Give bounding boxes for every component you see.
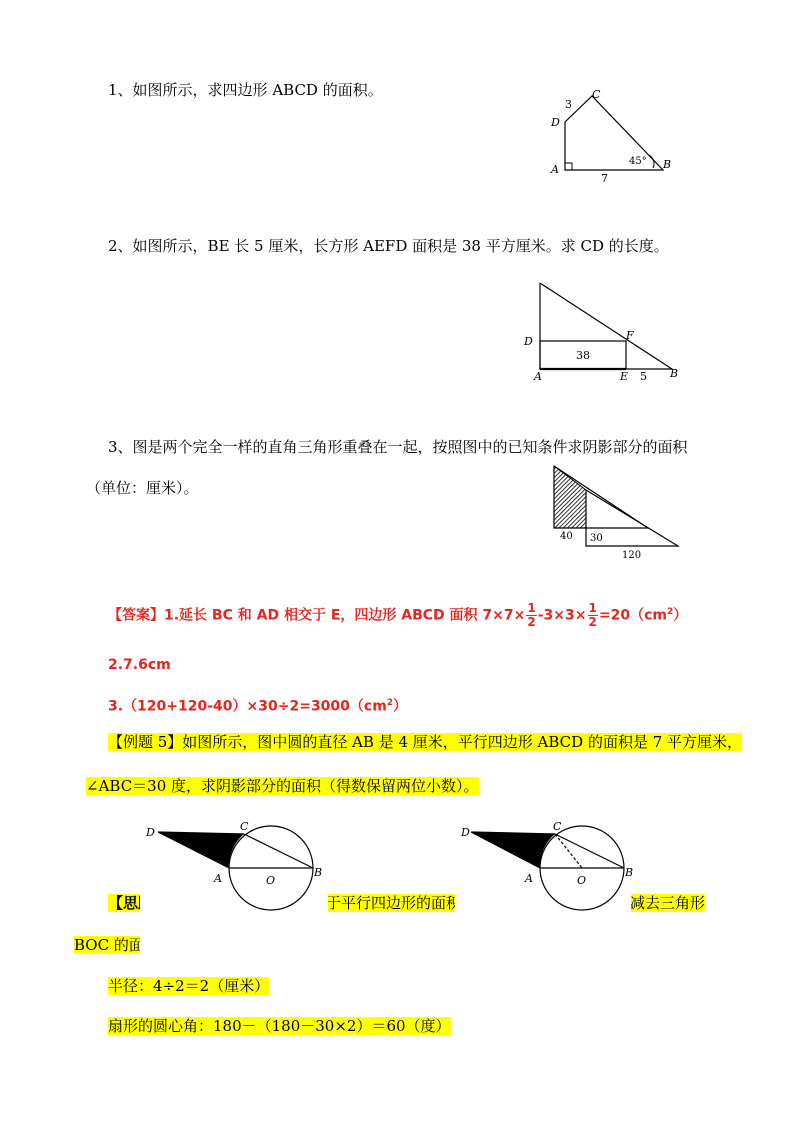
- label-3: 3: [565, 98, 572, 111]
- analysis-label-text: 【思路: [108, 894, 154, 912]
- analysis-line-2-text: BOC 的面积。: [74, 936, 174, 954]
- sector-angle-calculation-text: 扇形的圆心角：180－（180－30×2）＝60（度）: [108, 1017, 451, 1035]
- label-a: A: [534, 370, 542, 383]
- analysis-right-text: 减去三角形: [630, 894, 706, 912]
- fraction-half-1: [526, 602, 536, 629]
- label-o: O: [577, 874, 587, 887]
- label-c: C: [592, 88, 601, 101]
- question-3-line-2: （单位：厘米）。: [86, 479, 199, 497]
- label-o: O: [266, 874, 276, 887]
- label-b: B: [670, 367, 679, 380]
- analysis-mid-text: 于平行四边形的面积: [326, 894, 462, 912]
- fraction-denominator: 2: [588, 615, 597, 630]
- figure-circle-parallelogram-right: [455, 820, 634, 956]
- answer-1-post: =20（cm: [598, 607, 667, 624]
- label-b: B: [314, 866, 323, 879]
- answer-line-1: [108, 598, 687, 630]
- analysis-right: [630, 893, 705, 913]
- question-2-text: 2、如图所示，BE 长 5 厘米，长方形 AEFD 面积是 38 平方厘米。求 CD 的长度。: [108, 237, 669, 255]
- superscript-2: 2: [386, 698, 394, 708]
- example-5-line-2-text: ∠ABC＝30 度，求阴影部分的面积（得数保留两位小数）。: [86, 777, 479, 795]
- answer-3-pre: 3.（120+120-40）×30÷2=3000（cm: [108, 698, 387, 715]
- label-b: B: [663, 158, 672, 171]
- label-40: 40: [560, 531, 573, 542]
- answer-label: 【答案】: [108, 607, 164, 624]
- fraction-numerator: 1: [527, 601, 536, 616]
- answer-1-mid: -3×3×: [537, 607, 587, 624]
- label-f: F: [626, 329, 634, 342]
- label-d: D: [146, 826, 155, 839]
- label-a: A: [525, 872, 533, 885]
- label-45: 45°: [629, 156, 647, 167]
- label-b: B: [625, 866, 634, 879]
- figure-quadrilateral-abcd: [545, 88, 675, 185]
- question-1-text: 1、如图所示，求四边形 ABCD 的面积。: [108, 81, 383, 99]
- answer-1-pre: 1.延长 BC 和 AD 相交于 E，四边形 ABCD 面积 7×7×: [164, 607, 526, 624]
- answer-line-3: [108, 693, 407, 717]
- figure-circle-parallelogram-left: [140, 820, 328, 956]
- label-38: 38: [576, 349, 590, 362]
- analysis-mid: [326, 893, 461, 913]
- answer-1-close: ）: [673, 607, 688, 624]
- superscript-2: 2: [666, 607, 674, 617]
- example-5-line-2: [86, 776, 479, 796]
- label-7: 7: [601, 172, 608, 185]
- label-e: E: [620, 370, 629, 383]
- fraction-denominator: 2: [527, 615, 536, 630]
- radius-calculation-text: 半径：4÷2＝2（厘米）: [108, 977, 270, 995]
- label-120: 120: [622, 550, 642, 561]
- sector-angle-calculation: [108, 1016, 451, 1036]
- figure-triangle-rectangle: [522, 277, 686, 381]
- label-a: A: [551, 163, 559, 176]
- answer-3-close: ）: [393, 698, 408, 715]
- example-5-line-1: [108, 732, 742, 752]
- fraction-numerator: 1: [588, 601, 597, 616]
- figure-overlapping-triangles: [548, 462, 684, 560]
- label-c: C: [240, 820, 249, 833]
- label-5: 5: [640, 370, 647, 383]
- example-5-line-1-text: 【例题 5】如图所示，图中圆的直径 AB 是 4 厘米，平行四边形 ABCD 的面积是 7 平方厘米，: [108, 733, 743, 751]
- label-a: A: [214, 872, 222, 885]
- label-c: C: [553, 820, 562, 833]
- label-30: 30: [590, 533, 603, 544]
- label-d: D: [461, 826, 470, 839]
- answer-line-2: 2.7.6cm: [108, 657, 171, 673]
- label-d: D: [551, 116, 560, 129]
- question-3-line-1: 3、图是两个完全一样的直角三角形重叠在一起，按照图中的已知条件求阴影部分的面积: [108, 438, 688, 456]
- fraction-half-2: [588, 602, 598, 629]
- radius-calculation: [108, 976, 269, 996]
- label-d: D: [524, 335, 533, 348]
